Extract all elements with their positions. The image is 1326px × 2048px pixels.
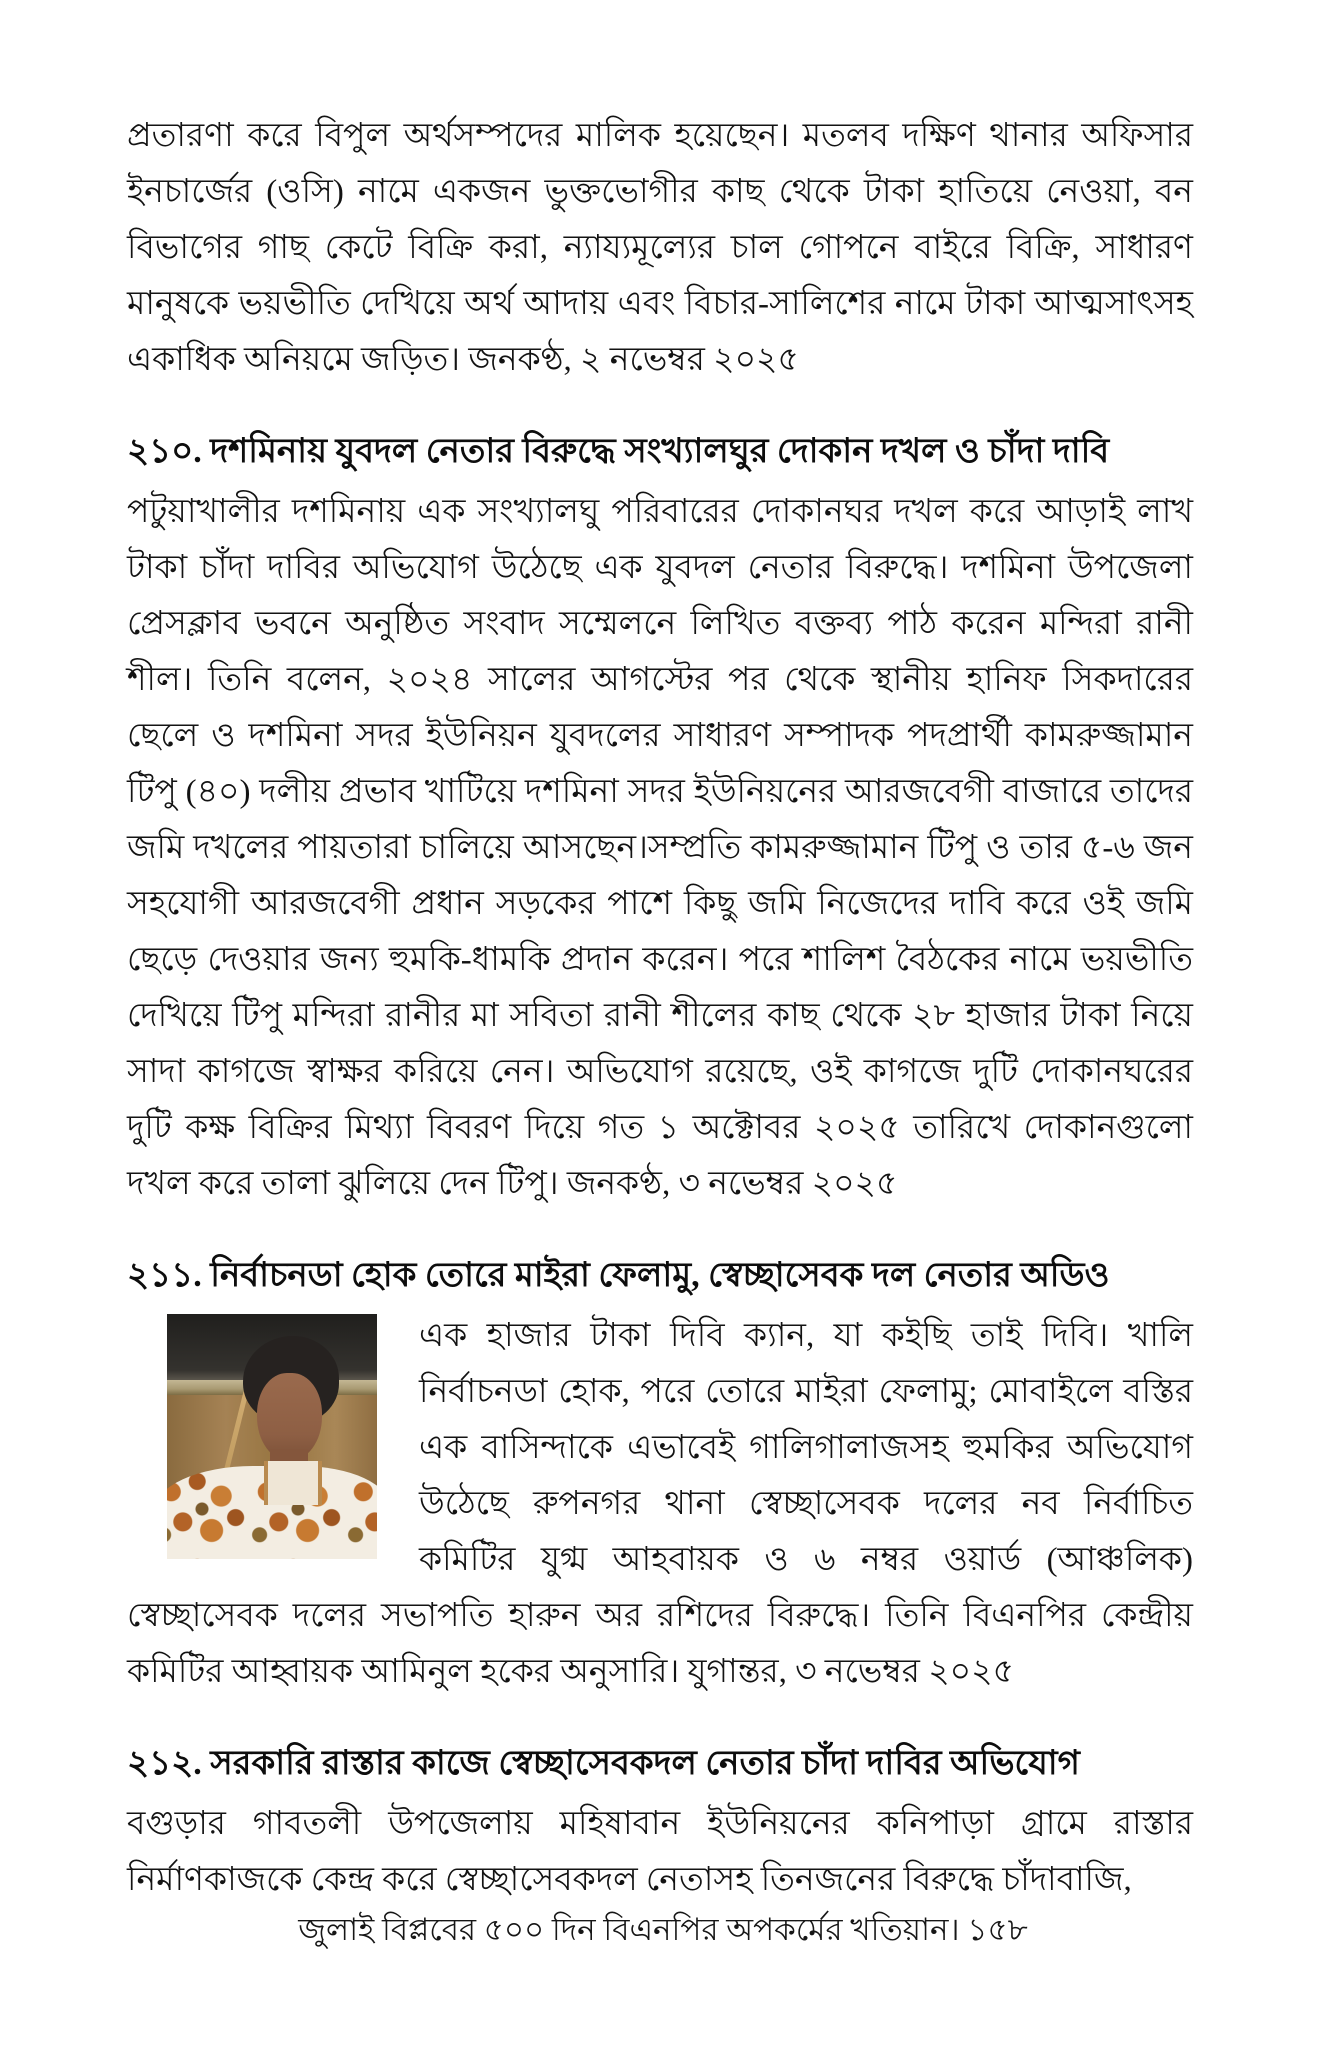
- section-211-body-wrap: [127, 1308, 1193, 1700]
- section-211-heading: ২১১. নির্বাচনডা হোক তোরে মাইরা ফেলামু, স্বেচ্ছাসেবক দল নেতার অডিও: [127, 1257, 1110, 1294]
- photo-face: [257, 1373, 322, 1461]
- section-211: [127, 1250, 1193, 1700]
- intro-paragraph: প্রতারণা করে বিপুল অর্থসম্পদের মালিক হয়েছেন। মতলব দক্ষিণ থানার অফিসার ইনচার্জের (ওসি) নামে একজন ভুক্তভোগীর কাছ থেকে টাকা হাতিয়ে নেওয়া, বন বিভাগের গাছ কেটে বিক্রি করা, ন্যায্যমূল্যের চাল গোপনে বাইরে বিক্রি, সাধারণ মানুষকে ভয়ভীতি দেখিয়ে অর্থ আদায় এবং বিচার-সালিশের নামে টাকা আত্মসাৎসহ একাধিক অনিয়মে জড়িত। জনকণ্ঠ, ২ নভেম্বর ২০২৫: [127, 118, 1193, 378]
- section-212-body: বগুড়ার গাবতলী উপজেলায় মহিষাবান ইউনিয়নের কনিপাড়া গ্রামে রাস্তার নির্মাণকাজকে কেন্দ্র করে স্বেচ্ছাসেবকদল নেতাসহ তিনজনের বিরুদ্ধে চাঁদাবাজি,: [127, 1806, 1193, 1898]
- section-210-heading: ২১০. দশমিনায় যুবদল নেতার বিরুদ্ধে সংখ্যালঘুর দোকান দখল ও চাঁদা দাবি: [127, 433, 1110, 470]
- section-212: [127, 1738, 1193, 1908]
- photo-collar: [264, 1461, 322, 1505]
- section-210: [127, 426, 1193, 1212]
- page-footer: জুলাই বিপ্লবের ৫০০ দিন বিএনপির অপকর্মের খতিয়ান। ১৫৮: [298, 1912, 1028, 1947]
- section-211-body-text: এক হাজার টাকা দিবি ক্যান, যা কইছি তাই দিবি। খালি নির্বাচনডা হোক, পরে তোরে মাইরা ফেলামু; মোবাইলে বস্তির এক বাসিন্দাকে এভাবেই গালিগালাজসহ হুমকির অভিযোগ উঠেছে রুপনগর থানা স্বেচ্ছাসেবক দলের নব নির্বাচিত কমিটির যুগ্ম আহবায়ক ও ৬ নম্বর ওয়ার্ড (আঞ্চলিক) স্বেচ্ছাসেবক দলের সভাপতি হারুন অর রশিদের বিরুদ্ধে। তিনি বিএনপির কেন্দ্রীয় কমিটির আহ্বায়ক আমিনুল হকের অনুসারি। যুগান্তর, ৩ নভেম্বর ২০২৫: [127, 1318, 1193, 1690]
- page-content: [127, 108, 1193, 1908]
- section-212-heading: ২১২. সরকারি রাস্তার কাজে স্বেচ্ছাসেবকদল নেতার চাঁদা দাবির অভিযোগ: [127, 1745, 1080, 1782]
- person-photo: [167, 1314, 377, 1559]
- section-210-body: পটুয়াখালীর দশমিনায় এক সংখ্যালঘু পরিবারের দোকানঘর দখল করে আড়াই লাখ টাকা চাঁদা দাবির অভিযোগ উঠেছে এক যুবদল নেতার বিরুদ্ধে। দশমিনা উপজেলা প্রেসক্লাব ভবনে অনুষ্ঠিত সংবাদ সম্মেলনে লিখিত বক্তব্য পাঠ করেন মন্দিরা রানী শীল। তিনি বলেন, ২০২৪ সালের আগস্টের পর থেকে স্থানীয় হানিফ সিকদারের ছেলে ও দশমিনা সদর ইউনিয়ন যুবদলের সাধারণ সম্পাদক পদপ্রার্থী কামরুজ্জামান টিপু (৪০) দলীয় প্রভাব খাটিয়ে দশমিনা সদর ইউনিয়নের আরজবেগী বাজারে তাদের জমি দখলের পায়তারা চালিয়ে আসছেন।সম্প্রতি কামরুজ্জামান টিপু ও তার ৫-৬ জন সহযোগী আরজবেগী প্রধান সড়কের পাশে কিছু জমি নিজেদের দাবি করে ওই জমি ছেড়ে দেওয়ার জন্য হুমকি-ধামকি প্রদান করেন। পরে শালিশ বৈঠকের নামে ভয়ভীতি দেখিয়ে টিপু মন্দিরা রানীর মা সবিতা রানী শীলের কাছ থেকে ২৮ হাজার টাকা নিয়ে সাদা কাগজে স্বাক্ষর করিয়ে নেন। অভিযোগ রয়েছে, ওই কাগজে দুটি দোকানঘরের দুটি কক্ষ বিক্রির মিথ্যা বিবরণ দিয়ে গত ১ অক্টোবর ২০২৫ তারিখে দোকানগুলো দখল করে তালা ঝুলিয়ে দেন টিপু। জনকণ্ঠ, ৩ নভেম্বর ২০২৫: [127, 494, 1193, 1202]
